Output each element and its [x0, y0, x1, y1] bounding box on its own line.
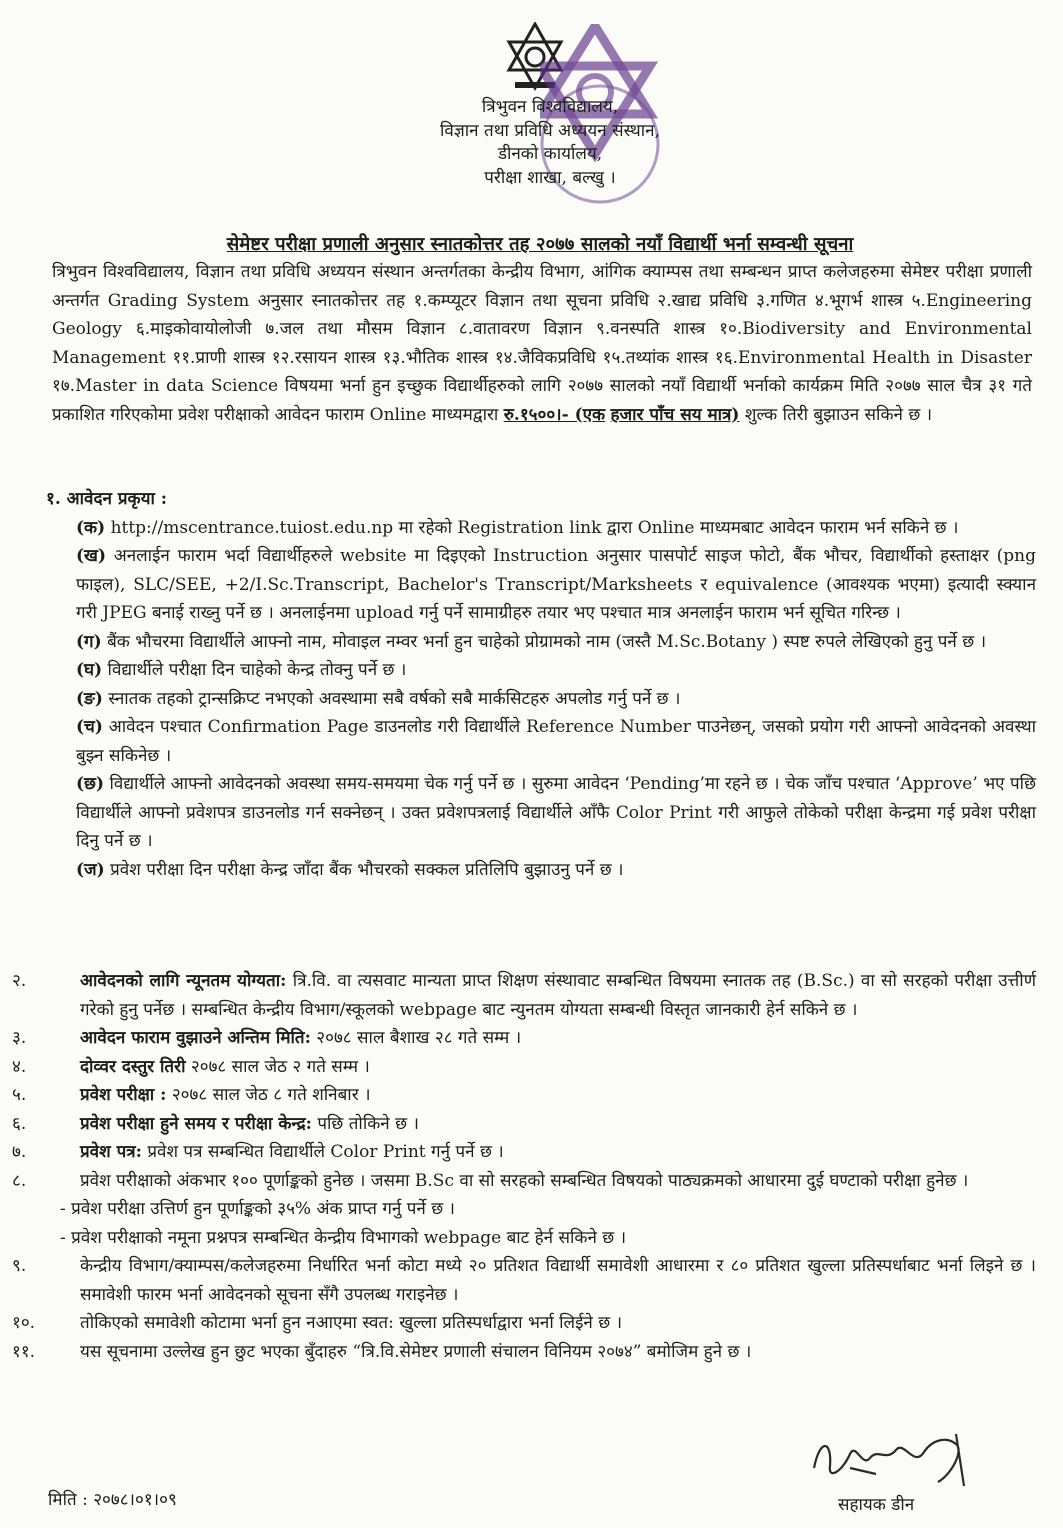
step-text: आवेदन पश्चात Confirmation Page डाउनलोड गरी विद्यार्थीले Reference Number पाउनेछन्, जसको प्रयोग गरी आफ्नो आवेदनको अवस्था बुझ्न सकिनेछ । [76, 717, 1036, 766]
application-step [76, 514, 1036, 543]
application-step [76, 542, 1036, 628]
notice-title: सेमेष्टर परीक्षा प्रणाली अनुसार स्नातकोत्तर तह २०७७ सालको नयाँ विद्यार्थी भर्ना सम्वन्धी सूचना [226, 234, 854, 255]
rule-item [12, 1110, 1036, 1139]
application-step [76, 628, 1036, 657]
step-tag: (च) [76, 717, 103, 737]
rule-text: प्रवेश परीक्षाको अंकभार १०० पूर्णाङ्कको हुनेछ । जसमा B.Sc वा सो सरहको सम्बन्धित विषयको पाठ्यक्रमको आधारमा दुई घण्टाको परीक्षा हुनेछ । [80, 1170, 969, 1191]
institution-header [380, 96, 720, 190]
rule-text: २०७८ साल जेठ ८ गते शनिबार । [171, 1085, 371, 1105]
application-step [76, 685, 1036, 714]
fee-in-words: हजार पाँच सय मात्र) [610, 404, 740, 425]
section1-heading: १. आवेदन प्रकृया : [46, 489, 168, 509]
fee-amount: रु.१५००।- (एक [503, 404, 606, 425]
rule-number: ६. [12, 1113, 27, 1134]
rule-heading: प्रवेश परीक्षा : [80, 1085, 167, 1105]
application-step [76, 856, 1036, 885]
exam-note: - प्रवेश परीक्षाको नमूना प्रश्नपत्र सम्बन्धित केन्द्रीय विभागको webpage बाट हेर्न सकिने छ । [60, 1227, 627, 1248]
rule-text: पछि तोकिने छ । [317, 1113, 419, 1134]
step-text: http://mscentrance.tuiost.edu.np मा रहेको Registration link द्वारा Online माध्यमबाट आवेदन फाराम भर्न सकिने छ । [110, 517, 959, 538]
step-text: विद्यार्थीले परीक्षा दिन चाहेको केन्द्र तोक्नु पर्ने छ । [107, 660, 407, 680]
application-step [76, 713, 1036, 770]
step-tag: (ङ) [76, 688, 103, 709]
rule-item [12, 1338, 1036, 1367]
rule-number: ११. [12, 1341, 36, 1362]
header-institute: विज्ञान तथा प्रविधि अध्ययन संस्थान, [440, 120, 660, 141]
rule-number: १०. [12, 1313, 36, 1333]
rule-text: २०७८ साल जेठ २ गते सम्म । [190, 1056, 370, 1077]
rule-heading: आवेदन फाराम वुझाउने अन्तिम मिति: [80, 1028, 311, 1048]
rule-number: २. [12, 971, 27, 991]
step-tag: (क) [76, 517, 106, 538]
rule-text: केन्द्रीय विभाग/क्याम्पस/कलेजहरुमा निर्धारित भर्ना कोटा मध्ये २० प्रतिशत विद्यार्थी समावेशी आधारमा र ८० प्रतिशत खुल्ला प्रतिस्पर्धाबाट भर्ना लिइने छ । समावेशी फारम भर्ना आवेदनको सूचना सँगै उपलब्ध गराइनेछ । [80, 1256, 1036, 1305]
rule-number: ९. [12, 1256, 27, 1276]
step-text: प्रवेश परीक्षा दिन परीक्षा केन्द्र जाँदा बैंक भौचरको सक्कल प्रतिलिपि बुझाउनु पर्ने छ । [110, 859, 624, 880]
rule-item [12, 1024, 1036, 1053]
rule-item [12, 1138, 1036, 1167]
rule-item [12, 1167, 1036, 1196]
rule-number: ७. [12, 1142, 27, 1162]
rules-section [12, 967, 1036, 1366]
application-step [76, 656, 1036, 685]
rule-number: ८. [12, 1170, 27, 1191]
header-section: परीक्षा शाखा, बल्खु । [484, 167, 616, 188]
intro-tail: शुल्क तिरी बुझाउन सकिने छ । [744, 404, 933, 425]
step-tag: (छ) [76, 774, 105, 794]
step-text: बैंक भौचरमा विद्यार्थीले आफ्नो नाम, मोवाइल नम्वर भर्ना हुन चाहेको प्रोग्रामको नाम (जस्तै M.Sc.Botany ) स्पष्ट रुपले लेखिएको हुनु पर्ने छ । [107, 631, 987, 652]
rule-number: ३. [12, 1028, 27, 1048]
step-text: स्नातक तहको ट्रान्सक्रिप्ट नभएको अवस्थामा सबै वर्षको सबै मार्कसिटहरु अपलोड गर्नु पर्ने छ । [108, 688, 681, 709]
rule-heading: आवेदनको लागि न्यूनतम योग्यता: [80, 971, 287, 991]
signer-role: सहायक डीन [838, 1495, 915, 1515]
rule-text: तोकिएको समावेशी कोटामा भर्ना हुन नआएमा स्वत: खुल्ला प्रतिस्पर्धाद्वारा भर्ना लिईने छ । [80, 1313, 623, 1333]
rule-item [12, 1252, 1036, 1309]
step-tag: (घ) [76, 660, 103, 680]
rule-text: त्रि.वि. वा त्यसवाट मान्यता प्राप्त शिक्षण संस्थावाट सम्बन्धित विषयमा स्नातक तह (B.Sc.) वा सो सरहको परीक्षा उत्तीर्ण गरेको हुनु पर्नेछ । सम्बन्धित केन्द्रीय विभाग/स्कूलको webpage बाट न्युनतम योग्यता सम्बन्धी विस्तृत जानकारी हेर्न सकिने छ । [80, 971, 1036, 1020]
step-tag: (ज) [76, 859, 105, 880]
rule-heading: दोव्वर दस्तुर तिरी [80, 1056, 186, 1077]
exam-note: - प्रवेश परीक्षा उत्तिर्ण हुन पूर्णाङ्कको ३५% अंक प्राप्त गर्नु पर्ने छ । [60, 1199, 456, 1219]
rule-text: यस सूचनामा उल्लेख हुन छुट भएका बुँदाहरु “त्रि.वि.सेमेष्टर प्रणाली संचालन विनियम २०७४” बमोजिम हुने छ । [80, 1341, 752, 1362]
header-university: त्रिभुवन विश्वविद्यालय, [481, 97, 619, 117]
rule-item [12, 1081, 1036, 1110]
rule-text: २०७८ साल बैशाख २८ गते सम्म । [316, 1028, 522, 1048]
application-step [76, 770, 1036, 856]
rule-item [12, 1053, 1036, 1082]
notice-date: मिति : २०७८।०१।०९ [48, 1490, 177, 1510]
rule-number: ५. [12, 1085, 27, 1105]
signature [806, 1428, 986, 1490]
rule-item [12, 967, 1036, 1024]
rule-number: ४. [12, 1056, 27, 1077]
step-text: विद्यार्थीले आफ्नो आवेदनको अवस्था समय-समयमा चेक गर्नु पर्ने छ । सुरुमा आवेदन ‘Pending’मा रहने छ । चेक जाँच पश्चात ‘Approve’ भए पछि विद्यार्थीले आफ्नो प्रवेशपत्र डाउनलोड गर्न सक्नेछन् । उक्त प्रवेशपत्रलाई विद्यार्थीले आँफै Color Print गरी आफुले तोकेको परीक्षा केन्द्रमा गई प्रवेश परीक्षा दिनु पर्ने छ । [76, 774, 1037, 851]
intro-text: त्रिभुवन विश्वविद्यालय, विज्ञान तथा प्रविधि अध्ययन संस्थान अन्तर्गतका केन्द्रीय विभाग, आंगिक क्याम्पस तथा सम्बन्धन प्राप्त कलेजहरुमा सेमेष्टर परीक्षा प्रणाली अन्तर्गत Grading System अनुसार स्नातकोत्तर तह १.कम्प्यूटर विज्ञान तथा सूचना प्रविधि २.खाद्य प्रविधि ३.गणित ४.भूगर्भ शास्त्र ५.Engineering Geology ६.माइकोवायोलोजी ७.जल तथा मौसम विज्ञान ८.वातावरण विज्ञान ९.वनस्पति शास्त्र १०.Biodiversity and Environmental Management ११.प्राणी शास्त्र १२.रसायन शास्त्र १३.भौतिक शास्त्र १४.जैविकप्रविधि १५.तथ्यांक शास्त्र १६.Environmental Health in Disaster १७.Master in data Science विषयमा भर्ना हुन इच्छुक विद्यार्थीहरुको लागि २०७७ सालको नयाँ विद्यार्थी भर्नाको कार्यक्रम मिति २०७७ साल चैत्र ३१ गते प्रकाशित गरिएकोमा प्रवेश परीक्षाको आवेदन फाराम Online माध्यमद्वारा [52, 262, 1032, 425]
application-process-section [46, 485, 1036, 884]
rule-item [12, 1309, 1036, 1338]
intro-paragraph [52, 258, 1032, 429]
rule-text: प्रवेश पत्र सम्बन्धित विद्यार्थीले Color Print गर्नु पर्ने छ । [147, 1142, 504, 1162]
header-office: डीनको कार्यालय, [497, 144, 603, 164]
step-tag: (ख) [76, 546, 106, 566]
step-tag: (ग) [76, 631, 102, 652]
step-text: अनलाईन फाराम भर्दा विद्यार्थीहरुले website मा दिइएको Instruction अनुसार पासपोर्ट साइज फोटो, बैंक भौचर, विद्यार्थीको हस्ताक्षर (png फाइल), SLC/SEE, +2/I.Sc.Transcript, Bachelor's Transcript/Marksheets र equivalence (आवश्यक भएमा) इत्यादी स्क्यान गरी JPEG बनाई राख्नु पर्ने छ । अनलाईनमा upload गर्नु पर्ने सामाग्रीहरु तयार भए पश्चात मात्र अनलाईन फाराम भर्न सूचित गरिन्छ । [76, 546, 1036, 623]
rule-heading: प्रवेश पत्र: [80, 1142, 142, 1162]
rule-heading: प्रवेश परीक्षा हुने समय र परीक्षा केन्द्र: [80, 1113, 312, 1134]
